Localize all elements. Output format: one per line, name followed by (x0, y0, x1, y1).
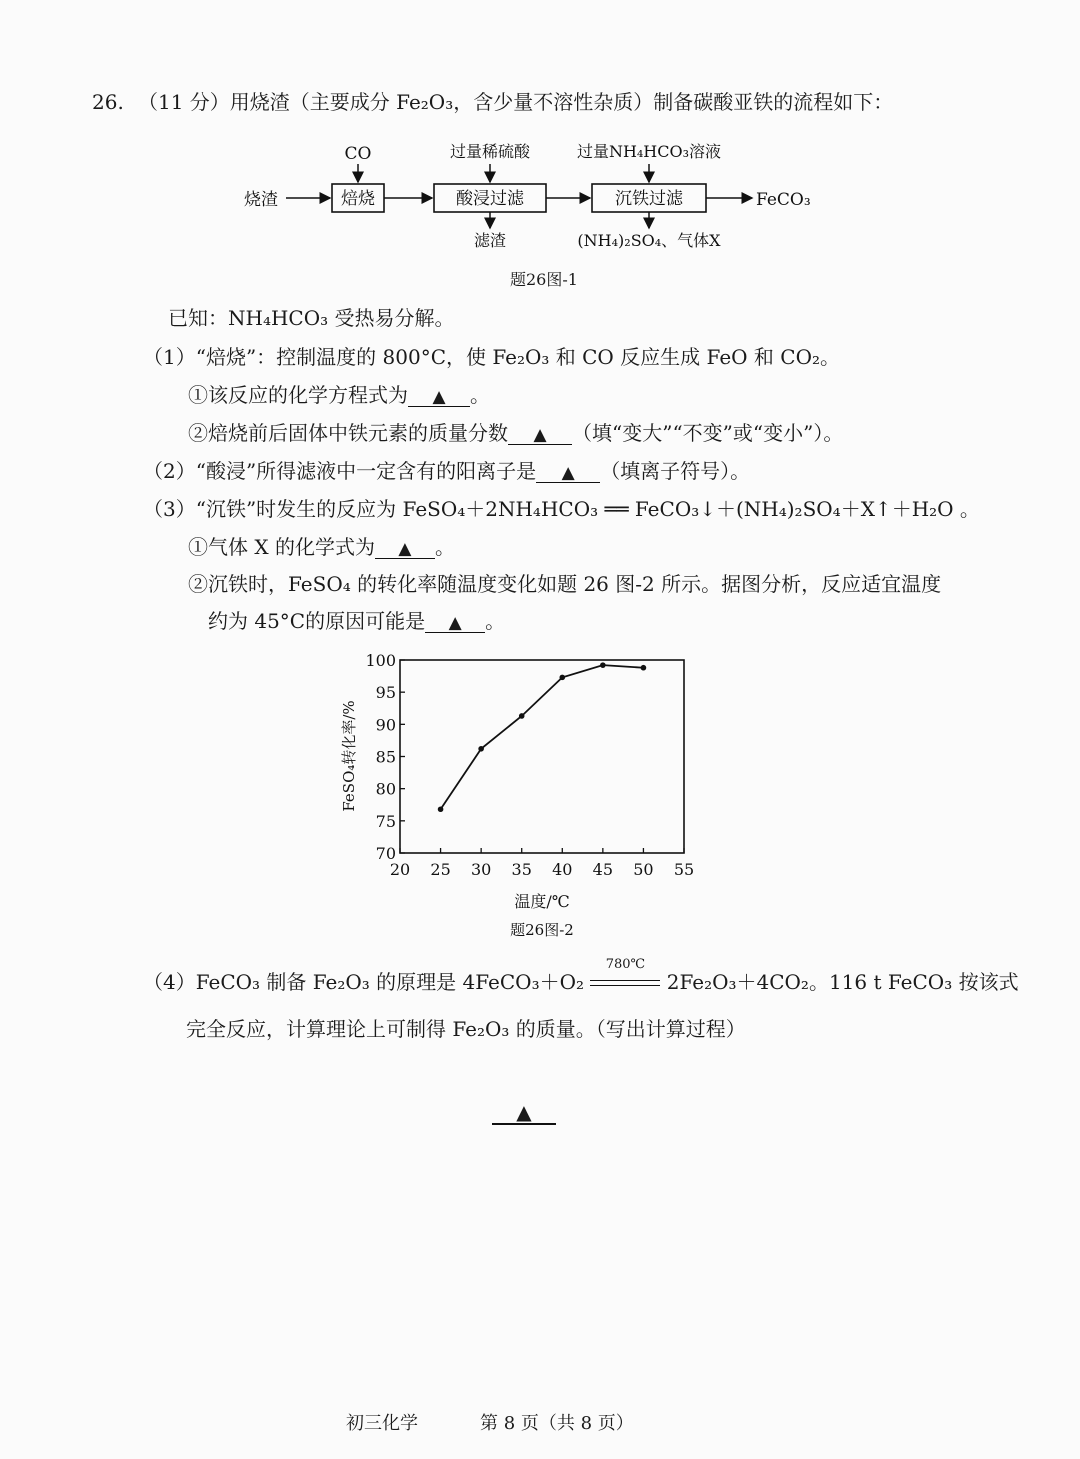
part1-q1b (188, 423, 843, 445)
part4-line2: 完全反应，计算理论上可制得 Fe₂O₃ 的质量。（写出计算过程） (186, 1017, 746, 1041)
x-tick-label: 55 (673, 860, 695, 879)
x-tick-label: 45 (592, 860, 614, 879)
part4-line1 (143, 956, 1019, 994)
data-point (478, 746, 484, 752)
part3-q3a-text: ①气体 X 的化学式为 (188, 535, 375, 559)
part1-q1b-after: （填“变大”“不变”或“变小”）。 (572, 421, 844, 445)
answer-blank-1a: ▲ (408, 389, 470, 407)
x-tick-label: 30 (470, 860, 492, 879)
flow-output-byproducts: (NH₄)₂SO₄、气体X (577, 231, 721, 250)
part4-lead: （4）FeCO₃ 制备 Fe₂O₃ 的原理是 4FeCO₃＋O₂ (143, 970, 585, 994)
data-point (600, 662, 606, 668)
x-tick-label: 40 (552, 860, 573, 879)
flow-input-acid: 过量稀硫酸 (449, 142, 531, 161)
y-tick-label: 100 (365, 651, 396, 670)
y-tick-label: 75 (375, 811, 396, 831)
conversion-rate-chart (330, 645, 710, 945)
reaction-condition: 780℃ (605, 956, 646, 972)
equals-line-top (590, 980, 660, 981)
part3-q3b-period: 。 (485, 609, 506, 633)
part1-q1a-period: 。 (470, 383, 490, 407)
part1-stem: （1）“焙烧”：控制温度的 800°C，使 Fe₂O₃ 和 CO 反应生成 FeO 和 CO₂。 (143, 345, 840, 369)
flow-step-acid-leach: 酸浸过滤 (456, 189, 524, 209)
equals-line-bottom (590, 985, 660, 986)
part3-q3a (188, 537, 455, 559)
part2-stem: （2）“酸浸”所得滤液中一定含有的阳离子是 (143, 459, 537, 483)
flow-input-co: CO (344, 144, 372, 164)
x-tick-label: 35 (511, 860, 532, 879)
flow-step-roast: 焙烧 (341, 189, 375, 209)
part3-q3b-text: 约为 45°C的原因可能是 (208, 609, 426, 633)
y-tick-label: 90 (375, 715, 396, 735)
data-point (559, 675, 565, 681)
y-tick-label: 95 (375, 683, 396, 703)
x-axis-label: 温度/℃ (514, 892, 570, 911)
data-point (641, 665, 647, 671)
part3-q3b-line2 (208, 611, 505, 633)
x-tick-label: 25 (430, 860, 451, 879)
question-number: 26. (92, 90, 124, 114)
plot-frame (400, 660, 684, 853)
flow-start-label: 烧渣 (244, 190, 278, 210)
flow-output-residue: 滤渣 (473, 231, 507, 250)
answer-blank-1b: ▲ (508, 427, 572, 445)
part1-q1b-text: ②焙烧前后固体中铁元素的质量分数 (188, 421, 508, 445)
flow-input-nh4hco3: 过量NH₄HCO₃溶液 (576, 142, 722, 161)
part3-stem: （3）“沉铁”时发生的反应为 FeSO₄＋2NH₄HCO₃ ══ FeCO₃↓＋(NH₄)₂SO₄＋X↑＋H₂O 。 (143, 497, 980, 521)
flow-step-precipitate: 沉铁过滤 (615, 189, 683, 209)
x-tick-label: 20 (389, 860, 411, 879)
known-note: 已知：NH₄HCO₃ 受热易分解。 (168, 306, 455, 330)
part2-after: （填离子符号）。 (600, 459, 751, 483)
question-intro: （11 分）用烧渣（主要成分 Fe₂O₃，含少量不溶性杂质）制备碳酸亚铁的流程如下： (138, 90, 894, 114)
answer-blank-2: ▲ (536, 465, 600, 483)
process-flowchart (230, 135, 830, 255)
y-tick-label: 70 (375, 844, 396, 863)
part3-q3b-line1: ②沉铁时，FeSO₄ 的转化率随温度变化如题 26 图-2 所示。据图分析，反应适宜温度 (188, 572, 942, 596)
part1-q1a-text: ①该反应的化学方程式为 (188, 383, 408, 407)
series-line (441, 665, 644, 809)
part4-tail: 2Fe₂O₃＋4CO₂。116 t FeCO₃ 按该式 (666, 970, 1019, 994)
x-tick-label: 50 (633, 860, 654, 879)
footer-page: 第 8 页（共 8 页） (480, 1413, 634, 1434)
data-point (438, 806, 444, 812)
y-axis-label: FeSO₄转化率/% (340, 700, 358, 812)
answer-blank-3b: ▲ (425, 615, 485, 633)
answer-blank-3a: ▲ (375, 541, 435, 559)
figure1-caption: 题26图-1 (510, 270, 578, 289)
footer-subject: 初三化学 (346, 1413, 418, 1434)
figure2-caption: 题26图-2 (510, 921, 574, 939)
part2 (143, 461, 750, 483)
y-tick-label: 85 (375, 747, 396, 767)
y-tick-label: 80 (375, 779, 396, 799)
answer-blank-4: ▲ (492, 1101, 556, 1125)
data-point (519, 713, 525, 719)
reaction-condition-sign (590, 956, 660, 994)
flow-product-label: FeCO₃ (756, 190, 811, 210)
part3-q3a-period: 。 (434, 535, 455, 559)
part1-q1a (188, 385, 490, 407)
